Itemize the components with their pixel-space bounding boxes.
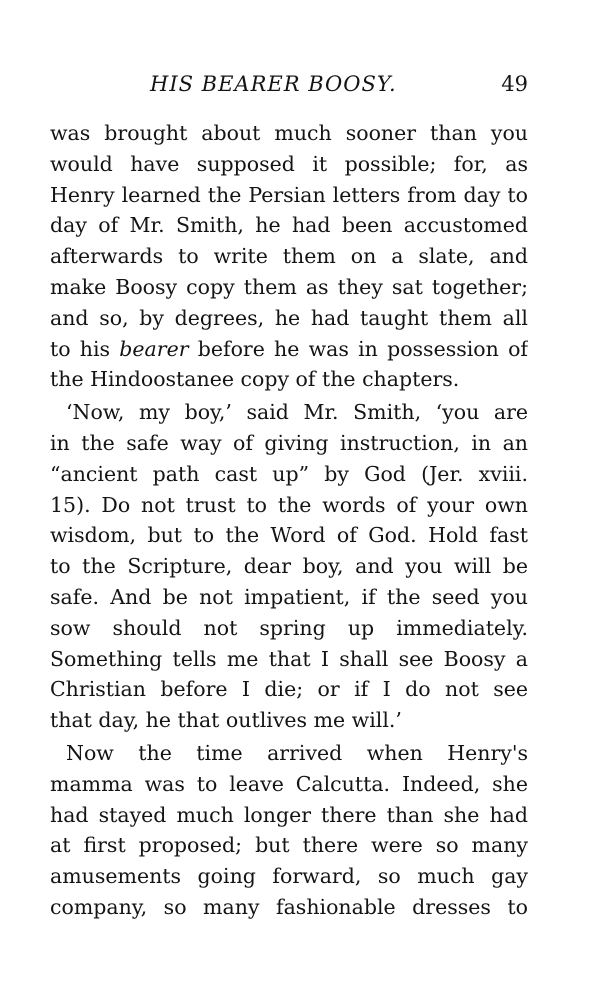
text-line: afterwards to write them on a slate, and — [50, 244, 528, 269]
text-line: had stayed much longer there than she had — [50, 802, 528, 827]
text-line: Christian before I die; or if I do not see — [50, 677, 528, 702]
text-line: day of Mr. Smith, he had been accustomed — [50, 213, 528, 238]
text-line: to the Scripture, dear boy, and you will be — [50, 554, 528, 579]
text-line: amusements going forward, so much gay — [50, 864, 528, 889]
text-line: mamma was to leave Calcutta. Indeed, she — [50, 771, 528, 796]
text-line: Something tells me that I shall see Boosy a — [50, 646, 528, 671]
text-line: sow should not spring up immediately. — [50, 615, 528, 640]
paragraph — [50, 738, 528, 923]
body-text — [50, 118, 528, 923]
text-line: wisdom, but to the Word of God. Hold fast — [50, 523, 528, 548]
text-line: safe. And be not impatient, if the seed you — [50, 584, 528, 609]
text-line: make Boosy copy them as they sat together; — [50, 274, 528, 299]
text-line: in the safe way of giving instruction, in an — [50, 430, 528, 455]
text-line: the Hindoostanee copy of the chapters. — [50, 367, 460, 392]
paragraph — [50, 118, 528, 395]
text-line: was brought about much sooner than you — [50, 121, 528, 145]
text-line: Henry learned the Persian letters from day to — [50, 182, 528, 207]
page-header — [50, 72, 528, 102]
paragraph — [50, 397, 528, 736]
text-line: at first proposed; but there were so many — [50, 833, 528, 858]
italic-word: bearer — [119, 336, 189, 361]
text-line: would have supposed it possible; for, as — [50, 151, 528, 176]
running-title: HIS BEARER BOOSY. — [150, 72, 397, 96]
text-line: 15). Do not trust to the words of your own — [50, 492, 528, 517]
text-line: company, so many fashionable dresses to — [50, 894, 528, 919]
text-fragment: before he was in possession of — [188, 336, 528, 361]
text-line: that day, he that outlives me will.’ — [50, 708, 402, 733]
text-line: “ancient path cast up” by God (Jer. xviii. — [50, 461, 528, 486]
text-line: Now the time arrived when Henry's — [66, 740, 528, 765]
text-line — [50, 334, 528, 365]
text-line: and so, by degrees, he had taught them all — [50, 305, 528, 330]
text-fragment: to his — [50, 336, 120, 361]
text-line: ‘Now, my boy,’ said Mr. Smith, ‘you are — [66, 400, 528, 425]
page-number: 49 — [501, 72, 528, 96]
